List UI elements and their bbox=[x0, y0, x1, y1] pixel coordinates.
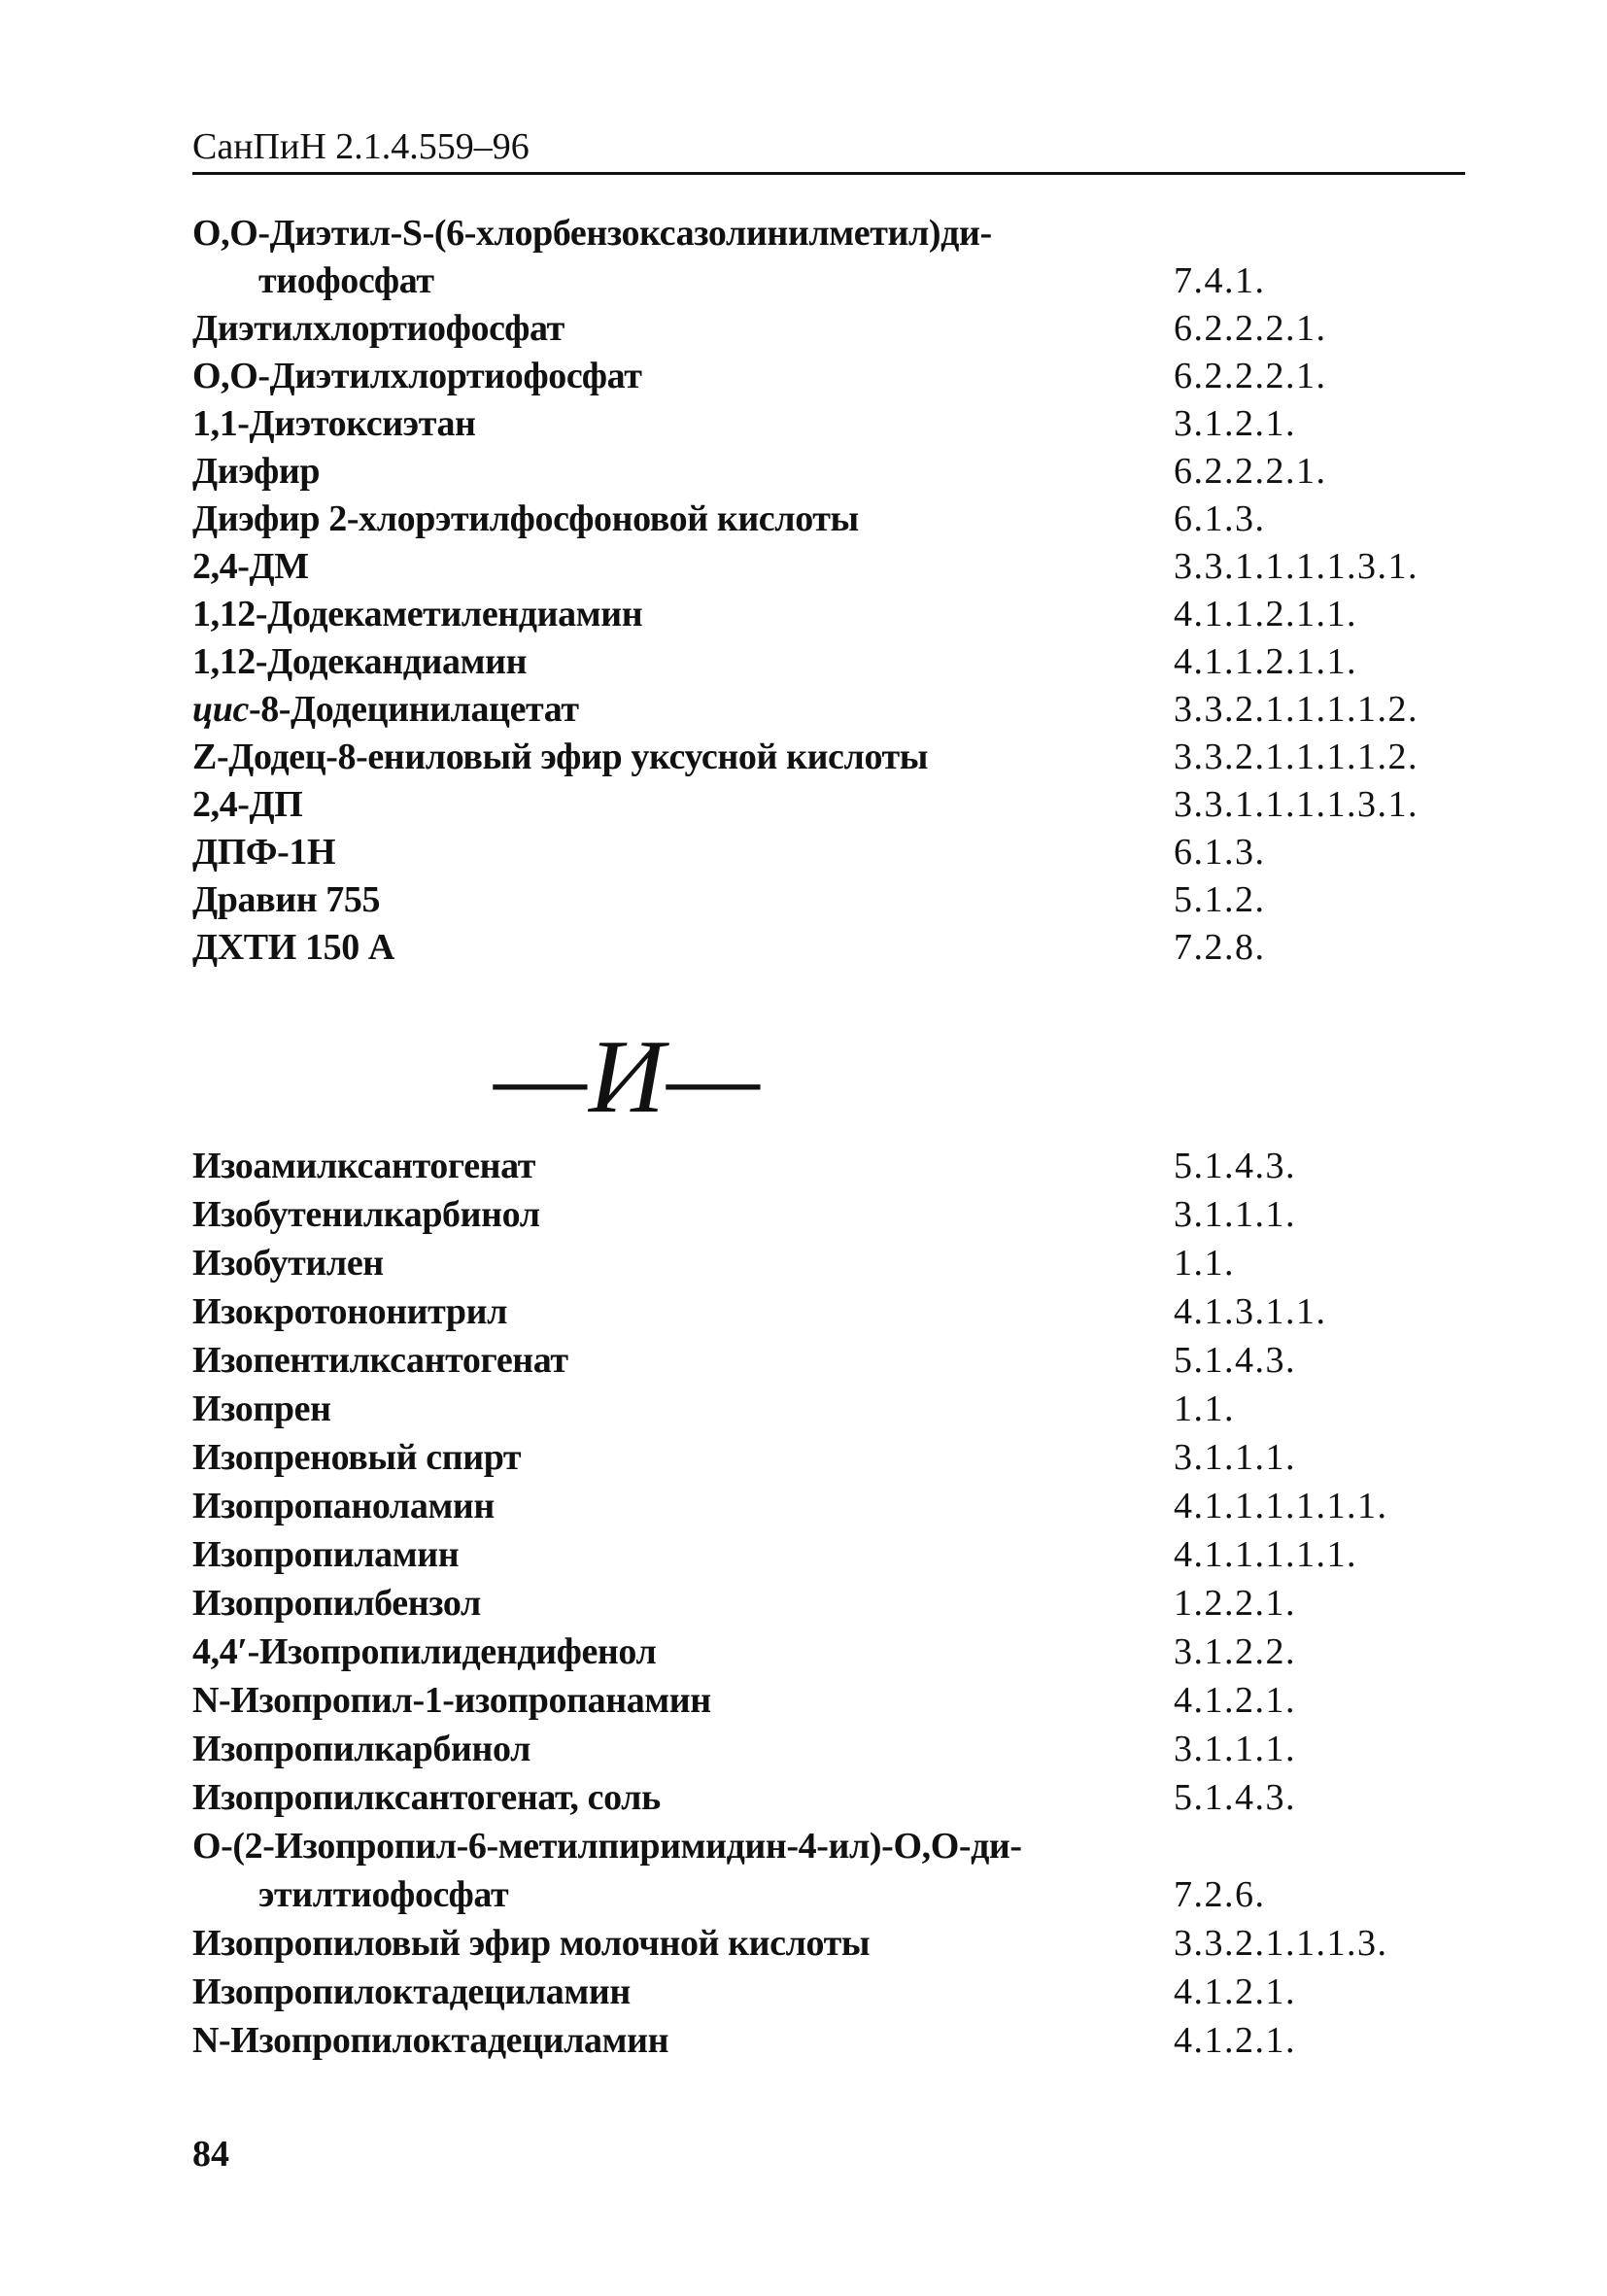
entry-term: ДПФ-1Н bbox=[192, 832, 336, 873]
index-entry bbox=[192, 1287, 1455, 1336]
entry-term: 4,4′-Изопропилидендифенол bbox=[192, 1631, 657, 1672]
index-entry bbox=[192, 1482, 1455, 1530]
index-entry bbox=[192, 1676, 1455, 1725]
entry-term: Изопропиламин bbox=[192, 1534, 460, 1575]
index-entry bbox=[192, 1870, 1455, 1919]
entry-ref: 4.1.1.2.1.1. bbox=[1174, 641, 1357, 682]
entry-ref: 7.2.6. bbox=[1174, 1874, 1266, 1915]
entry-ref: 4.1.2.1. bbox=[1174, 2020, 1296, 2061]
entry-ref: 3.3.2.1.1.1.3. bbox=[1174, 1923, 1388, 1964]
entry-ref: 6.1.3. bbox=[1174, 832, 1266, 873]
entry-term: Изопропилбензол bbox=[192, 1583, 481, 1624]
index-entry bbox=[192, 685, 1455, 734]
entry-term: Изопреновый спирт bbox=[192, 1437, 522, 1478]
index-entry bbox=[192, 2016, 1455, 2065]
entry-term: N-Изопропил-1-изопропанамин bbox=[192, 1680, 711, 1721]
index-entry bbox=[192, 399, 1455, 448]
entry-ref: 3.1.1.1. bbox=[1174, 1194, 1296, 1235]
entry-term: Изопропаноламин bbox=[192, 1486, 495, 1526]
index-entry bbox=[192, 495, 1455, 543]
entry-ref: 5.1.2. bbox=[1174, 879, 1266, 920]
index-entry bbox=[192, 1579, 1455, 1628]
entry-ref: 3.1.2.2. bbox=[1174, 1631, 1296, 1672]
index-entry bbox=[192, 1142, 1455, 1190]
index-entry bbox=[192, 1773, 1455, 1822]
entry-term: Изопентилксантогенат bbox=[192, 1340, 568, 1381]
entry-ref: 4.1.3.1.1. bbox=[1174, 1291, 1327, 1332]
entry-term: Диэтилхлортиофосфат bbox=[192, 308, 564, 349]
entry-term: этилтиофосфат bbox=[258, 1874, 509, 1915]
entry-term: Изопропилкарбинол bbox=[192, 1729, 531, 1769]
entry-ref: 7.4.1. bbox=[1174, 260, 1266, 301]
entry-term: 2,4-ДМ bbox=[192, 546, 309, 587]
index-entry bbox=[192, 828, 1455, 876]
index-entry bbox=[192, 1725, 1455, 1773]
entry-term: тиофосфат bbox=[258, 260, 434, 301]
entry-term: 1,12-Додекаметилендиамин bbox=[192, 594, 643, 634]
entry-term: Z-Додец-8-ениловый эфир уксусной кислоты bbox=[192, 737, 929, 777]
entry-term: Диэфир 2-хлорэтилфосфоновой кислоты bbox=[192, 498, 859, 539]
entry-term: ДХТИ 150 А bbox=[192, 927, 394, 968]
entry-term: Изобутилен bbox=[192, 1243, 384, 1284]
index-entry bbox=[192, 447, 1455, 496]
entry-ref: 3.1.1.1. bbox=[1174, 1729, 1296, 1769]
entry-ref: 3.3.2.1.1.1.1.2. bbox=[1174, 689, 1419, 730]
entry-ref: 4.1.2.1. bbox=[1174, 1680, 1296, 1721]
index-entry bbox=[192, 257, 1455, 305]
entry-term: Изопропилксантогенат, соль bbox=[192, 1777, 661, 1818]
index-entry bbox=[192, 304, 1455, 353]
entry-ref: 4.1.1.2.1.1. bbox=[1174, 594, 1357, 634]
index-entry bbox=[192, 1919, 1455, 1968]
entry-ref: 4.1.1.1.1.1. bbox=[1174, 1534, 1357, 1575]
entry-ref: 4.1.2.1. bbox=[1174, 1971, 1296, 2012]
entry-ref: 3.3.1.1.1.1.3.1. bbox=[1174, 784, 1419, 825]
index-entry bbox=[192, 1239, 1455, 1287]
entry-ref: 6.1.3. bbox=[1174, 498, 1266, 539]
entry-term: Изопропилоктадециламин bbox=[192, 1971, 631, 2012]
entry-ref: 3.1.1.1. bbox=[1174, 1437, 1296, 1478]
header-rule bbox=[192, 172, 1465, 175]
entry-term: Изопрен bbox=[192, 1388, 331, 1429]
index-entry bbox=[192, 637, 1455, 686]
entry-ref: 5.1.4.3. bbox=[1174, 1146, 1296, 1186]
entry-term: О,О-Диэтил-S-(6-хлорбензоксазолинилметил)ди- bbox=[192, 213, 992, 254]
index-entry bbox=[192, 1822, 1455, 1870]
entry-term: О,О-Диэтилхлортиофосфат bbox=[192, 356, 642, 396]
entry-ref: 5.1.4.3. bbox=[1174, 1340, 1296, 1381]
index-entry bbox=[192, 1385, 1455, 1433]
page-number: 84 bbox=[192, 2134, 229, 2175]
index-entry bbox=[192, 1433, 1455, 1482]
index-entry bbox=[192, 352, 1455, 400]
index-entry bbox=[192, 590, 1455, 638]
entry-ref: 6.2.2.2.1. bbox=[1174, 451, 1327, 492]
entry-ref: 3.1.2.1. bbox=[1174, 403, 1296, 444]
entry-ref: 4.1.1.1.1.1.1. bbox=[1174, 1486, 1388, 1526]
entry-ref: 5.1.4.3. bbox=[1174, 1777, 1296, 1818]
running-header: СанПиН 2.1.4.559–96 bbox=[192, 126, 530, 167]
entry-ref: 7.2.8. bbox=[1174, 927, 1266, 968]
entry-term-rest: -8-Додецинилацетат bbox=[248, 689, 579, 730]
index-entry bbox=[192, 1336, 1455, 1385]
entry-term: Диэфир bbox=[192, 451, 321, 492]
entry-ref: 6.2.2.2.1. bbox=[1174, 308, 1327, 349]
index-entry bbox=[192, 923, 1455, 972]
entry-ref: 3.3.1.1.1.1.3.1. bbox=[1174, 546, 1419, 587]
index-entry bbox=[192, 1628, 1455, 1676]
entry-ref: 1.1. bbox=[1174, 1388, 1235, 1429]
index-entry bbox=[192, 875, 1455, 924]
index-entry bbox=[192, 1968, 1455, 2016]
index-entry bbox=[192, 780, 1455, 829]
entry-term: Изобутенилкарбинол bbox=[192, 1194, 540, 1235]
entry-term: 2,4-ДП bbox=[192, 784, 303, 825]
entry-ref: 3.3.2.1.1.1.1.2. bbox=[1174, 737, 1419, 777]
index-entry bbox=[192, 1530, 1455, 1579]
entry-term bbox=[192, 685, 579, 734]
entry-term: 1,1-Диэтоксиэтан bbox=[192, 403, 476, 444]
entry-ref: 1.1. bbox=[1174, 1243, 1235, 1284]
entry-term: N-Изопропилоктадециламин bbox=[192, 2020, 669, 2061]
index-entry bbox=[192, 542, 1455, 591]
entry-term: Изокротононитрил bbox=[192, 1291, 508, 1332]
entry-term: Дравин 755 bbox=[192, 879, 381, 920]
entry-term: Изоамилксантогенат bbox=[192, 1146, 536, 1186]
index-entry bbox=[192, 209, 1455, 257]
entry-term-prefix: цис bbox=[192, 689, 249, 730]
index-entry bbox=[192, 1190, 1455, 1239]
entry-ref: 6.2.2.2.1. bbox=[1174, 356, 1327, 396]
section-heading: —И— bbox=[494, 1019, 763, 1135]
entry-term: 1,12-Додекандиамин bbox=[192, 641, 528, 682]
entry-term: О-(2-Изопропил-6-метилпиримидин-4-ил)-О,О-ди- bbox=[192, 1826, 1022, 1867]
index-entry bbox=[192, 733, 1455, 781]
entry-ref: 1.2.2.1. bbox=[1174, 1583, 1296, 1624]
entry-term: Изопропиловый эфир молочной кислоты bbox=[192, 1923, 871, 1964]
